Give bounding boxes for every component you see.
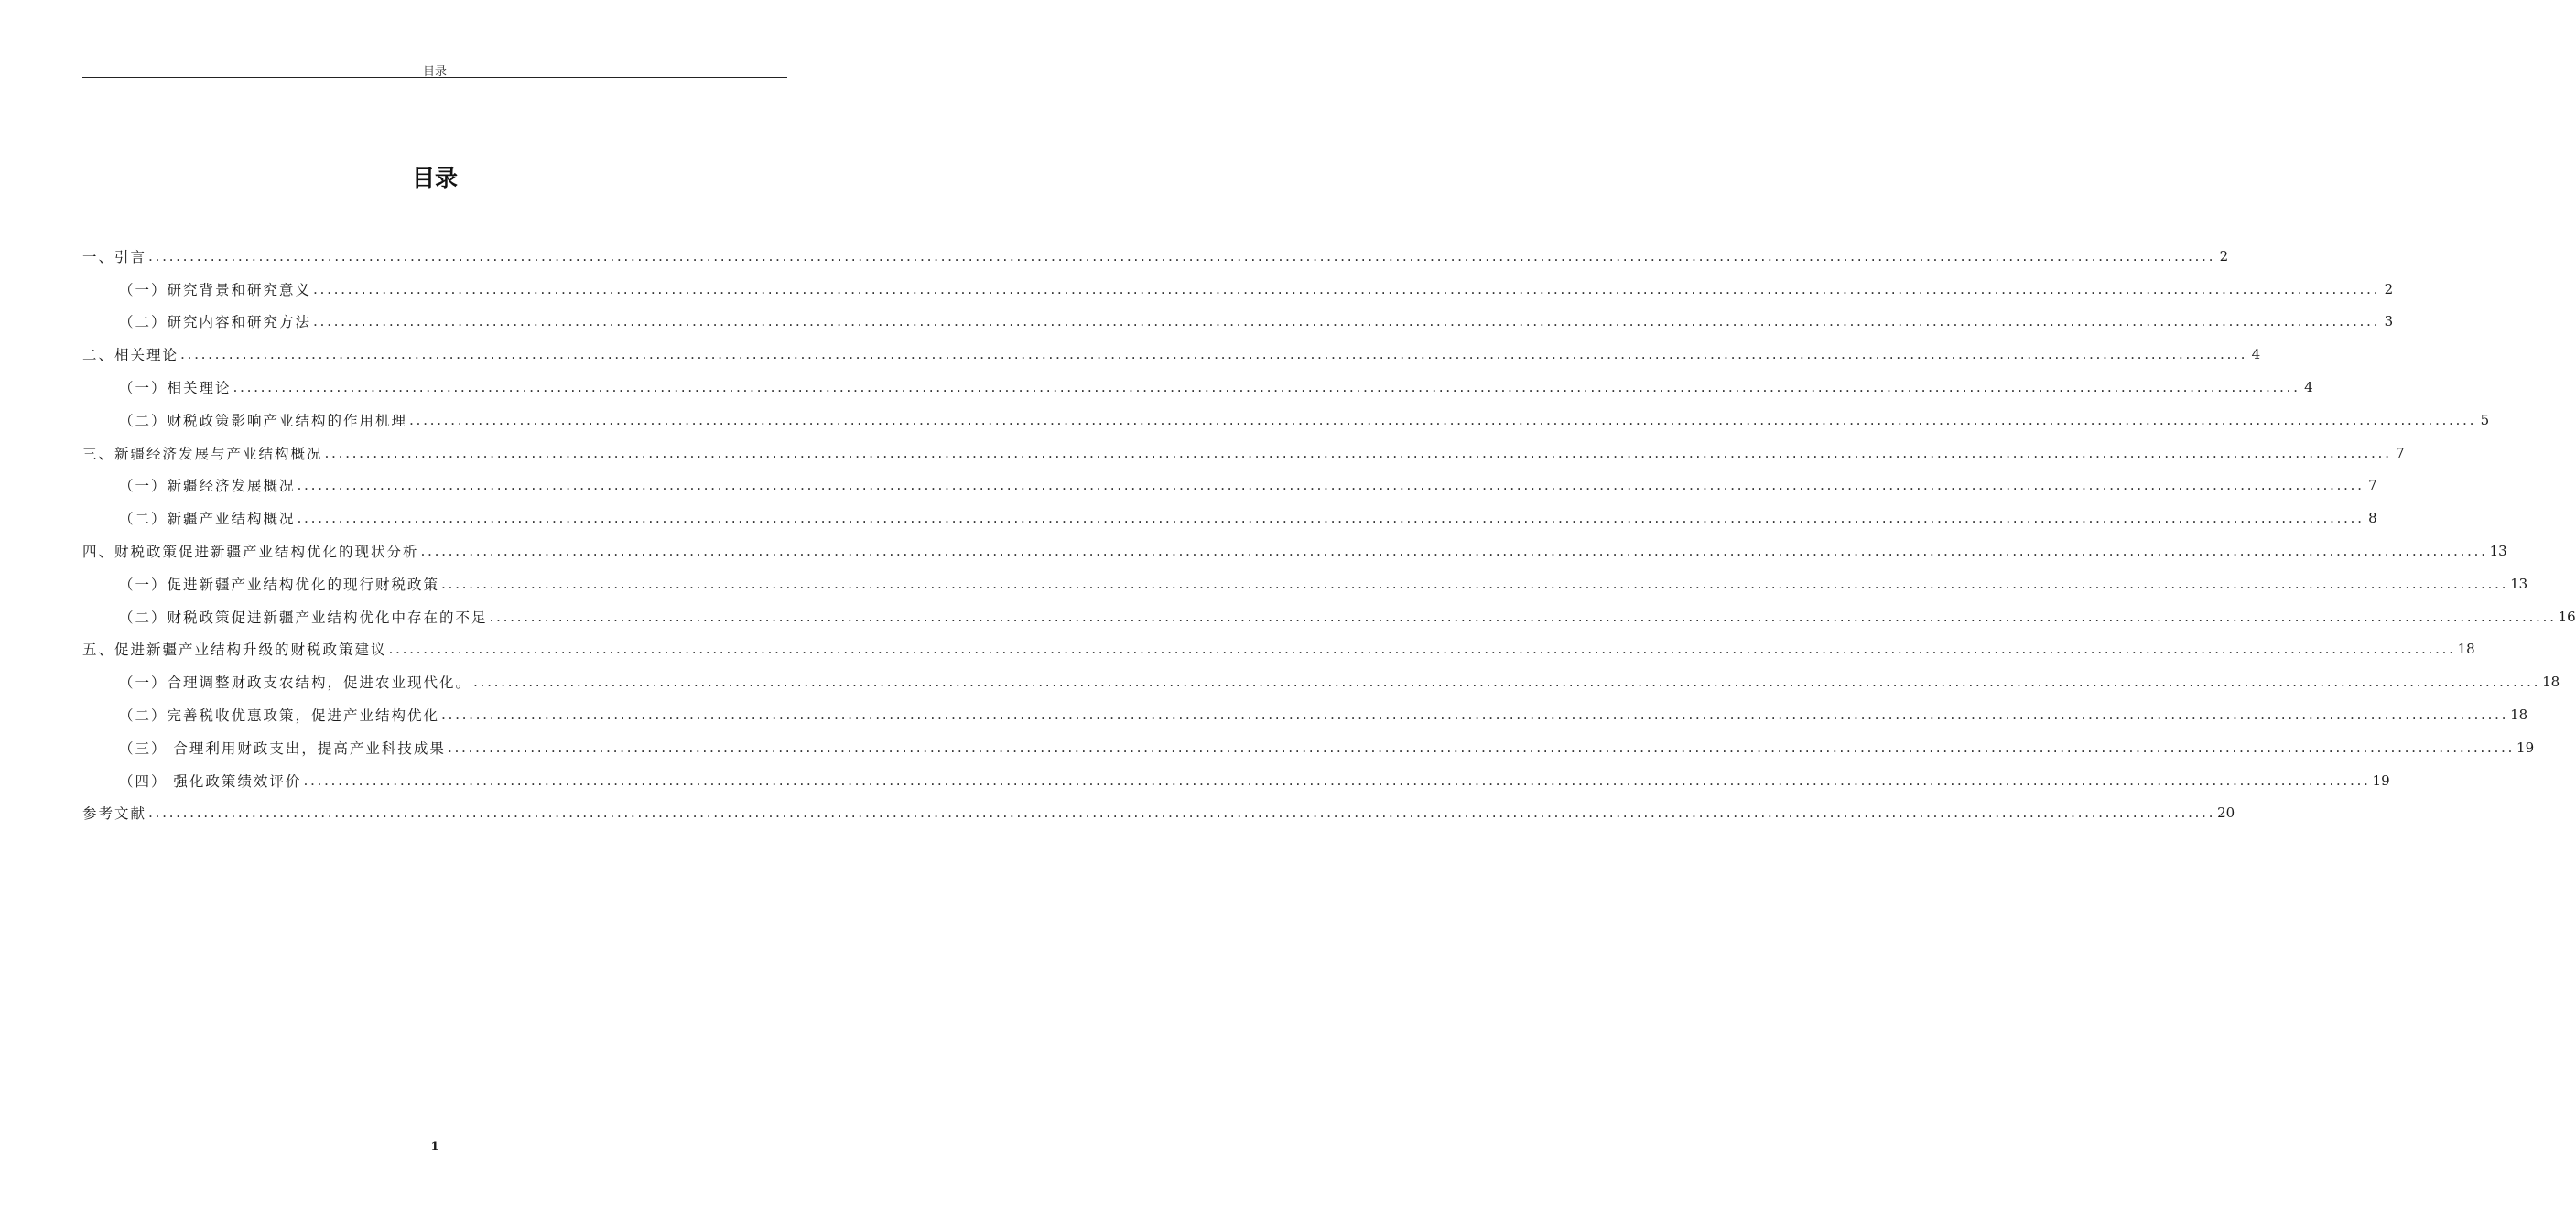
toc-entry-title: 参考文献: [82, 803, 146, 823]
toc-leader-dots: ............................................................................................................................................................................................................................................................................................................: [441, 575, 2509, 592]
toc-entry-page: 2: [2219, 247, 2229, 264]
toc-entry[interactable]: [82, 731, 2535, 764]
toc-leader-dots: ............................................................................................................................................................................................................................................................................................................: [313, 313, 2381, 330]
toc-entry-title: （二）财税政策促进新疆产业结构优化中存在的不足: [119, 607, 488, 627]
toc-entry-page: 20: [2217, 804, 2235, 822]
toc-entry-page: 18: [2457, 641, 2475, 658]
toc-entry-page: 16: [2558, 608, 2576, 625]
toc-entry-title: 五、促进新疆产业结构升级的财税政策建议: [82, 639, 387, 659]
toc-leader-dots: ............................................................................................................................................................................................................................................................................................................: [303, 771, 2371, 789]
toc-entry[interactable]: [82, 797, 2235, 830]
toc-entry-page: 13: [2489, 543, 2507, 560]
toc-leader-dots: ............................................................................................................................................................................................................................................................................................................: [420, 543, 2488, 560]
toc-entry-page: 18: [2542, 674, 2560, 691]
toc-entry-title: （一）合理调整财政支农结构，促进农业现代化。: [119, 672, 471, 692]
toc-entry-title: （一）相关理论: [119, 377, 232, 397]
toc-leader-dots: ............................................................................................................................................................................................................................................................................................................: [324, 444, 2392, 461]
toc-entry[interactable]: [82, 306, 2394, 339]
toc-leader-dots: ............................................................................................................................................................................................................................................................................................................: [447, 739, 2516, 756]
toc-entry[interactable]: [82, 371, 2313, 404]
toc-entry[interactable]: [82, 437, 2405, 469]
toc-entry[interactable]: [82, 698, 2528, 731]
toc-entry[interactable]: [82, 469, 2377, 502]
toc-leader-dots: ............................................................................................................................................................................................................................................................................................................: [441, 707, 2509, 724]
toc-entry-title: （三） 合理利用财政支出，提高产业科技成果: [119, 738, 446, 758]
toc-entry-title: （四） 强化政策绩效评价: [119, 771, 301, 791]
toc-leader-dots: ............................................................................................................................................................................................................................................................................................................: [388, 641, 2456, 658]
page-number: 1: [430, 1140, 439, 1154]
toc-entry-page: 13: [2510, 575, 2528, 592]
toc-leader-dots: ............................................................................................................................................................................................................................................................................................................: [409, 411, 2477, 428]
toc-entry[interactable]: [82, 273, 2394, 306]
toc-leader-dots: ............................................................................................................................................................................................................................................................................................................: [297, 510, 2365, 527]
toc-entry-page: 19: [2516, 739, 2535, 756]
toc-entry-page: 7: [2396, 444, 2405, 461]
table-of-contents: [82, 240, 2576, 829]
toc-entry-title: 三、新疆经济发展与产业结构概况: [82, 443, 323, 463]
toc-entry-page: 3: [2384, 313, 2394, 330]
toc-entry[interactable]: [82, 404, 2490, 437]
toc-entry-page: 19: [2372, 771, 2390, 789]
toc-entry-page: 5: [2480, 411, 2490, 428]
toc-entry-page: 8: [2368, 510, 2377, 527]
toc-leader-dots: ............................................................................................................................................................................................................................................................................................................: [148, 804, 2216, 822]
toc-entry-page: 18: [2510, 707, 2528, 724]
toc-leader-dots: ............................................................................................................................................................................................................................................................................................................: [148, 247, 2216, 264]
toc-entry[interactable]: [82, 600, 2576, 633]
running-header: 目录: [422, 65, 447, 79]
toc-entry[interactable]: [82, 665, 2560, 698]
toc-entry-title: （二）财税政策影响产业结构的作用机理: [119, 410, 407, 430]
toc-entry-title: （二）新疆产业结构概况: [119, 508, 296, 528]
toc-entry[interactable]: [82, 567, 2528, 600]
toc-leader-dots: ............................................................................................................................................................................................................................................................................................................: [180, 346, 2248, 363]
toc-leader-dots: ............................................................................................................................................................................................................................................................................................................: [473, 674, 2541, 691]
toc-leader-dots: ............................................................................................................................................................................................................................................................................................................: [233, 379, 2300, 396]
toc-entry-title: （二）研究内容和研究方法: [119, 311, 311, 331]
toc-entry[interactable]: [82, 338, 2261, 371]
toc-entry[interactable]: [82, 764, 2390, 797]
toc-entry[interactable]: [82, 633, 2475, 666]
toc-entry[interactable]: [82, 534, 2507, 567]
toc-entry[interactable]: [82, 240, 2229, 273]
toc-entry-page: 7: [2368, 477, 2377, 494]
toc-entry-title: （一）研究背景和研究意义: [119, 279, 311, 299]
toc-leader-dots: ............................................................................................................................................................................................................................................................................................................: [489, 608, 2557, 625]
toc-entry-page: 2: [2384, 280, 2394, 297]
toc-entry-title: 四、财税政策促进新疆产业结构优化的现状分析: [82, 541, 419, 561]
toc-entry-title: （一）促进新疆产业结构优化的现行财税政策: [119, 574, 439, 594]
toc-entry-page: 4: [2304, 379, 2313, 396]
toc-entry-title: 一、引言: [82, 246, 146, 266]
toc-entry-page: 4: [2251, 346, 2261, 363]
toc-entry-title: （二）完善税收优惠政策，促进产业结构优化: [119, 705, 439, 725]
toc-entry-title: 二、相关理论: [82, 344, 179, 364]
header-divider: [82, 77, 787, 78]
toc-entry-title: （一）新疆经济发展概况: [119, 475, 296, 495]
toc-leader-dots: ............................................................................................................................................................................................................................................................................................................: [313, 280, 2381, 297]
toc-entry[interactable]: [82, 502, 2377, 534]
toc-leader-dots: ............................................................................................................................................................................................................................................................................................................: [297, 477, 2365, 494]
page-title: 目录: [411, 165, 458, 191]
